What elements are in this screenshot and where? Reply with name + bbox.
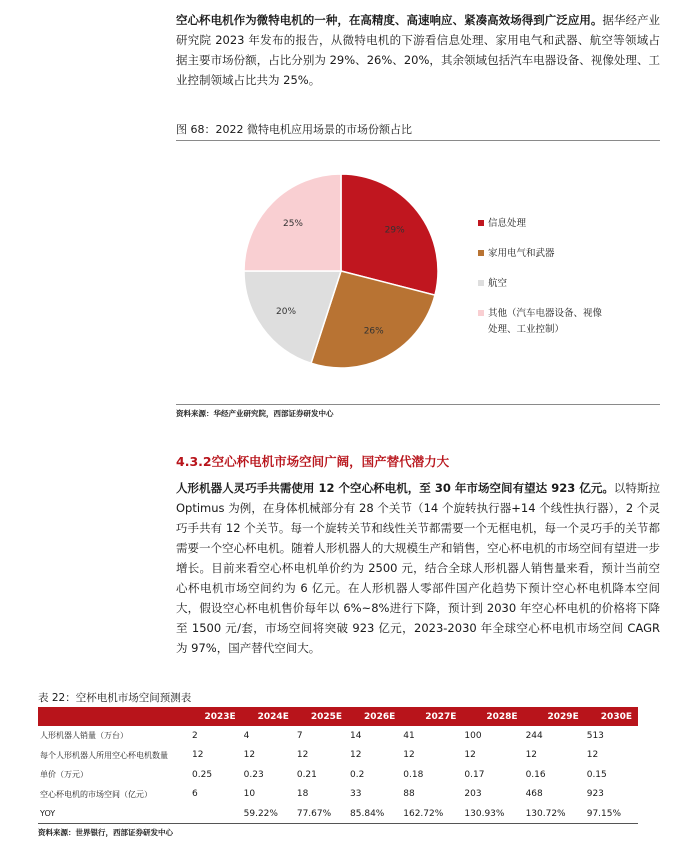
- legend-label: 处理、工业控制）: [488, 324, 565, 335]
- figure-caption: 图 68：2022 微特电机应用场景的市场份额占比: [176, 123, 412, 136]
- table-cell: 0.2: [350, 769, 365, 780]
- table-cell: 0.18: [403, 769, 424, 780]
- pie-chart: [236, 166, 446, 376]
- table-cell: 4: [243, 730, 250, 741]
- table-cell: 6: [192, 789, 198, 800]
- legend-label: 其他（汽车电器设备、视像: [488, 308, 603, 319]
- legend-item-0: [478, 216, 668, 232]
- table-cell: 162.72%: [401, 804, 462, 824]
- table-header-year: 2023E: [190, 707, 242, 726]
- pie-label-0: 29%: [384, 225, 405, 236]
- pie-label-3: 25%: [282, 218, 303, 229]
- table-header-year: 2030E: [585, 707, 638, 726]
- table-row-label: 空心杯电机的市场空间（亿元）: [40, 789, 152, 799]
- table-cell: 100: [464, 730, 482, 741]
- table-cell: [190, 804, 242, 824]
- table-cell: 18: [296, 789, 309, 800]
- legend-label: 信息处理: [488, 218, 527, 229]
- table-cell: 244: [525, 730, 543, 741]
- table-row: [38, 746, 638, 766]
- table-row-label: 单价（万元）: [40, 770, 88, 780]
- table-cell: 513: [586, 730, 604, 741]
- table-cell: 203: [464, 789, 482, 800]
- legend-item-1: [478, 246, 668, 262]
- table-cell: 77.67%: [295, 804, 348, 824]
- legend-swatch-1: [478, 250, 484, 256]
- table-cell: 14: [350, 730, 362, 741]
- intro-bold-lead: 空心杯电机作为微特电机的一种，在高精度、高速响应、紧凑高效场得到广泛应用。: [176, 13, 603, 27]
- legend-label: 航空: [488, 278, 508, 289]
- table-header-year: 2025E: [295, 707, 348, 726]
- legend-swatch-0: [478, 220, 484, 226]
- table-cell: 12: [403, 750, 415, 761]
- table-cell: 12: [192, 750, 204, 761]
- table-cell: 97.15%: [585, 804, 638, 824]
- table-cell: 2: [192, 730, 198, 741]
- body-bold-lead: 人形机器人灵巧手共需使用 12 个空心杯电机，至 30 年市场空间有望达 923 亿元。: [176, 481, 614, 495]
- table-cell: 41: [403, 730, 415, 741]
- table-cell: 923: [586, 789, 604, 800]
- table-row: [38, 804, 638, 824]
- table-cell: 10: [243, 789, 256, 800]
- table-row-label: YOY: [38, 804, 190, 824]
- table-cell: 33: [350, 789, 362, 800]
- forecast-table: [38, 707, 638, 824]
- table-cell: 12: [525, 750, 538, 761]
- intro-body: 据华经产业研究院 2023 年发布的报告，从微特电机的下游看信息处理、家用电气和武器、航空等领域占据主要市场份额，占比分别为 29%、26%、20%，其余领域包括汽车电器设备、视像处理、工业控制领域占比共为 25%。: [176, 13, 661, 87]
- table-header-year: 2028E: [462, 707, 523, 726]
- legend-swatch-2: [478, 280, 484, 286]
- table-cell: 0.23: [243, 769, 264, 780]
- table-header-year: 2026E: [348, 707, 401, 726]
- table-row-label: 每个人形机器人所用空心杯电机数量: [40, 750, 168, 760]
- figure-top-rule: [176, 140, 660, 141]
- table-cell: 130.93%: [462, 804, 523, 824]
- table-cell: 0.16: [525, 769, 546, 780]
- table-cell: 0.21: [296, 769, 317, 780]
- table-header-year: 2024E: [242, 707, 295, 726]
- legend-item-3: [478, 306, 668, 338]
- figure-bottom-rule: [176, 404, 660, 405]
- table-header-year: 2029E: [524, 707, 585, 726]
- table-title: 表 22：空杯电机市场空间预测表: [38, 692, 192, 704]
- figure-source: 资料来源：华经产业研究院，西部证券研发中心: [176, 409, 334, 418]
- table-cell: 12: [464, 750, 476, 761]
- table-cell: 12: [243, 750, 256, 761]
- table-source: 资料来源：世界银行，西部证券研发中心: [38, 828, 173, 837]
- chart-legend: [478, 216, 668, 352]
- table-header-corner: [38, 707, 190, 726]
- body-text: 以特斯拉 Optimus 为例，在身体机械部分有 28 个关节（14 个旋转执行器+14 个线性执行器），2 个灵巧手共有 12 个关节。每一个旋转关节和线性关节都需要一个无框电机，每一个灵巧手的关节都需要一个空心杯电机。随着人形机器人的大规模生产和销售，空心杯电机的市场空间有望进一步增长。目前来看空心杯电机单价约为 2500 元，结合全球人形机器人销售量来看，预计当前空心杯电机市场空间约为 6 亿元。在人形机器人零部件国产化趋势下预计空心杯电机降本空间大，假设空心杯电机售价每年以 6%~8%进行下降，预计到 2030 年空心杯电机的价格将下降至 1500 元/套，市场空间将突破 923 亿元，2023-2030 年全球空心杯电机市场空间 CAGR 为 97%，国产替代空间大。: [176, 481, 661, 655]
- table-cell: 468: [525, 789, 543, 800]
- table-body: [38, 726, 638, 824]
- table-row-label: 人形机器人销量（万台）: [40, 731, 128, 741]
- table-cell: 12: [350, 750, 362, 761]
- legend-item-2: [478, 276, 668, 292]
- table-cell: 59.22%: [242, 804, 295, 824]
- body-paragraph: [176, 478, 660, 658]
- table-row: [38, 765, 638, 785]
- table-header-year: 2027E: [401, 707, 462, 726]
- table-cell: 0.17: [464, 769, 485, 780]
- table-cell: 130.72%: [524, 804, 585, 824]
- intro-paragraph: [176, 10, 660, 90]
- table-cell: 12: [296, 750, 309, 761]
- table-cell: 85.84%: [348, 804, 401, 824]
- legend-swatch-3: [478, 310, 484, 316]
- pie-label-2: 20%: [276, 306, 297, 317]
- table-row: [38, 726, 638, 746]
- table-cell: 0.15: [586, 769, 607, 780]
- table-cell: 7: [296, 730, 303, 741]
- pie-label-1: 26%: [363, 326, 384, 337]
- table-row: [38, 785, 638, 805]
- section-title: 4.3.2空心杯电机市场空间广阔，国产替代潜力大: [176, 454, 450, 469]
- table-header-row: [38, 707, 638, 726]
- table-cell: 12: [586, 750, 599, 761]
- legend-label: 家用电气和武器: [488, 248, 555, 259]
- table-cell: 88: [403, 789, 415, 800]
- table-cell: 0.25: [192, 769, 213, 780]
